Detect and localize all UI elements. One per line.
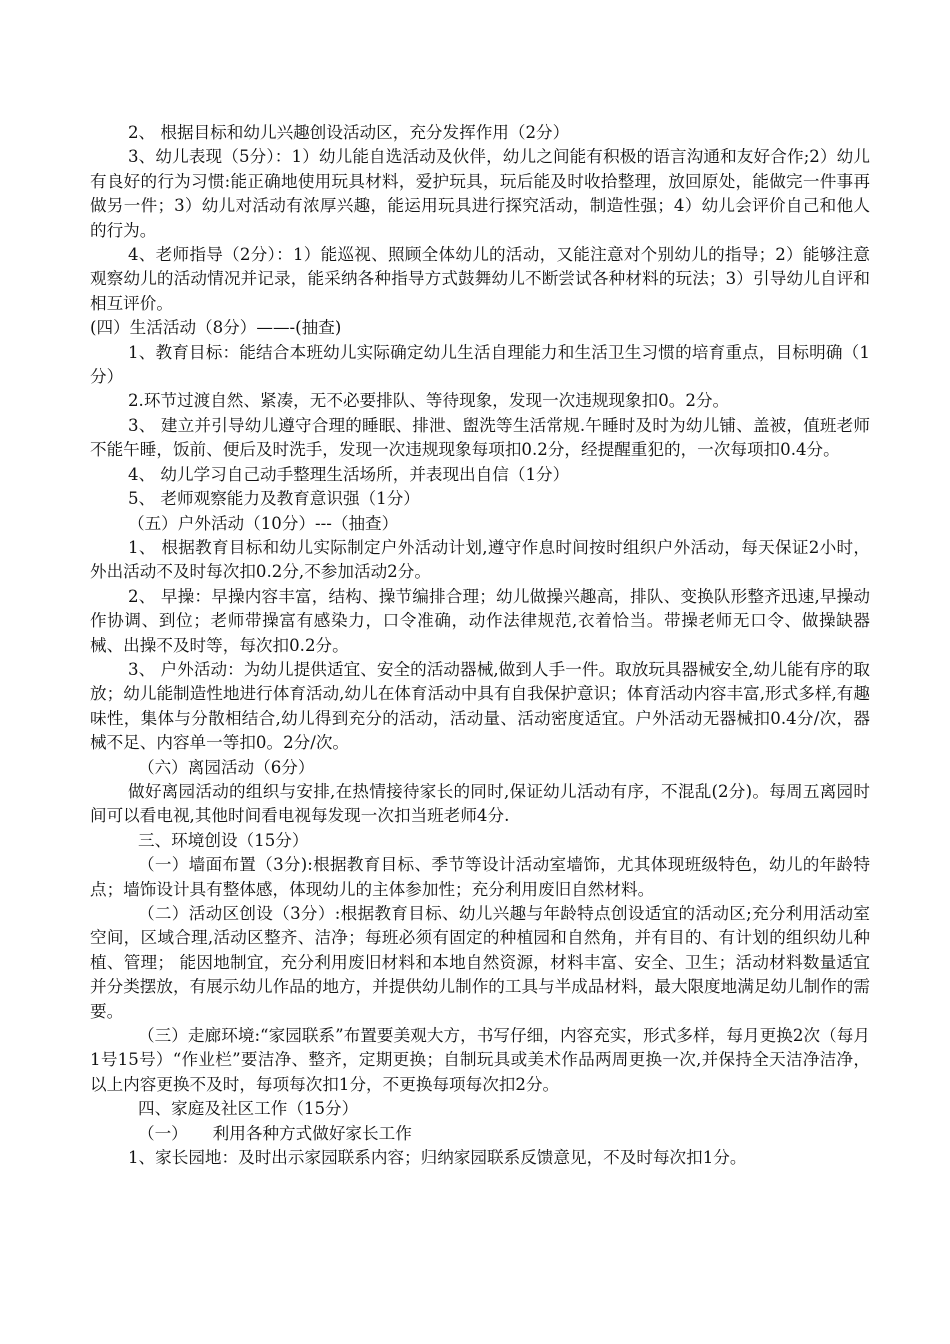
paragraph-life-5: 5、 老师观察能力及教育意识强（1分） xyxy=(128,489,420,509)
section-heading-outdoor: （五）户外活动（10分）---（抽查） xyxy=(128,513,399,533)
subsection-heading-parent-work: （一） 利用各种方式做好家长工作 xyxy=(138,1123,412,1143)
paragraph-3-child-performance: 3、幼儿表现（5分）：1）幼儿能自选活动及伙伴，幼儿之间能有积极的语言沟通和友好合作;2）幼儿有良好的行为习惯:能正确地使用玩具材料，爱护玩具，玩后能及时收拾整理，放回原处，能做完一件事再做另一件；3）幼儿对活动有浓厚兴趣，能运用玩具进行探究活动，制造性强；4）幼儿会评价自己和他人的行为。 xyxy=(90,147,870,240)
paragraph-outdoor-3: 3、 户外活动：为幼儿提供适宜、安全的活动器械,做到人手一件。取放玩具器械安全,幼儿能有序的取放；幼儿能制造性地进行体育活动,幼儿在体育活动中具有自我保护意识；体育活动内容丰富,形式多样,有趣味性，集体与分散相结合,幼儿得到充分的活动，活动量、活动密度适宜。户外活动无器械扣0.4分/次，器械不足、内容单一等扣0。2分/次。 xyxy=(90,659,870,753)
document-page xyxy=(90,121,870,1170)
paragraph-4-teacher-guidance: 4、老师指导（2分）：1）能巡视、照顾全体幼儿的活动，又能注意对个别幼儿的指导；2）能够注意观察幼儿的活动情况并记录，能采纳各种指导方式鼓舞幼儿不断尝试各种材料的玩法；3）引导幼儿自评和相互评价。 xyxy=(90,245,870,313)
paragraph-outdoor-1: 1、 根据教育目标和幼儿实际制定户外活动计划,遵守作息时间按时组织户外活动，每天保证2小时，外出活动不及时每次扣0.2分,不参加活动2分。 xyxy=(90,537,870,582)
section-heading-departure: （六）离园活动（6分） xyxy=(138,757,315,777)
paragraph-2-area-setup: 2、 根据目标和幼儿兴趣创设活动区，充分发挥作用（2分） xyxy=(128,123,570,142)
paragraph-life-3: 3、 建立并引导幼儿遵守合理的睡眠、排泄、盥洗等生活常规.午睡时及时为幼儿铺、盖被，值班老师不能午睡，饭前、便后及时洗手，发现一次违规现象每项扣0.2分，经提醒重犯的，一次每项扣0.4分。 xyxy=(90,415,870,460)
section-heading-family-community: 四、家庭及社区工作（15分） xyxy=(138,1099,359,1119)
section-heading-environment: 三、环境创设（15分） xyxy=(138,830,309,850)
section-heading-daily-life: (四）生活活动（8分）——-(抽查) xyxy=(90,318,342,338)
paragraph-corridor: （三）走廊环境:“家园联系”布置要美观大方，书写仔细，内容充实，形式多样，每月更换2次（每月1号15号）“作业栏”要洁净、整齐，定期更换；自制玩具或美术作品两周更换一次,并保持全天洁净洁净，以上内容更换不及时，每项每次扣1分，不更换每项每次扣2分。 xyxy=(90,1026,870,1094)
paragraph-outdoor-2: 2、 早操：早操内容丰富，结构、操节编排合理；幼儿做操兴趣高，排队、变换队形整齐迅速,早操动作协调、到位；老师带操富有感染力，口令准确，动作法律规范,衣着恰当。带操老师无口令、做操缺器械、出操不及时等，每次扣0.2分。 xyxy=(90,586,870,655)
paragraph-activity-area: （二）活动区创设（3分）:根据教育目标、幼儿兴趣与年龄特点创设适宜的活动区;充分利用活动室空间，区域合理,活动区整齐、洁净；每班必须有固定的种植园和自然角，并有目的、有计划的组织幼儿种植、管理； 能因地制宜，充分利用废旧材料和本地自然资源，材料丰富、安全、卫生；活动材料数量适宜并分类摆放，有展示幼儿作品的地方，并提供幼儿制作的工具与半成品材料，最大限度地满足幼儿制作的需要。 xyxy=(90,904,870,1021)
paragraph-parent-garden: 1、家长园地：及时出示家园联系内容；归纳家园联系反馈意见，不及时每次扣1分。 xyxy=(128,1148,747,1168)
paragraph-life-1: 1、教育目标：能结合本班幼儿实际确定幼儿生活自理能力和生活卫生习惯的培育重点，目标明确（1分） xyxy=(90,342,870,387)
paragraph-wall-layout: （一）墙面布置（3分):根据教育目标、季节等设计活动室墙饰，尤其体现班级特色，幼儿的年龄特点；墙饰设计具有整体感，体现幼儿的主体参加性；充分利用废旧自然材料。 xyxy=(90,855,870,899)
paragraph-life-2: 2.环节过渡自然、紧凑，无不必要排队、等待现象，发现一次违规现象扣0。2分。 xyxy=(128,391,730,411)
paragraph-departure: 做好离园活动的组织与安排,在热情接待家长的同时,保证幼儿活动有序，不混乱(2分)。每周五离园时间可以看电视,其他时间看电视每发现一次扣当班老师4分. xyxy=(90,781,870,826)
paragraph-life-4: 4、 幼儿学习自己动手整理生活场所，并表现出自信（1分） xyxy=(128,464,570,484)
